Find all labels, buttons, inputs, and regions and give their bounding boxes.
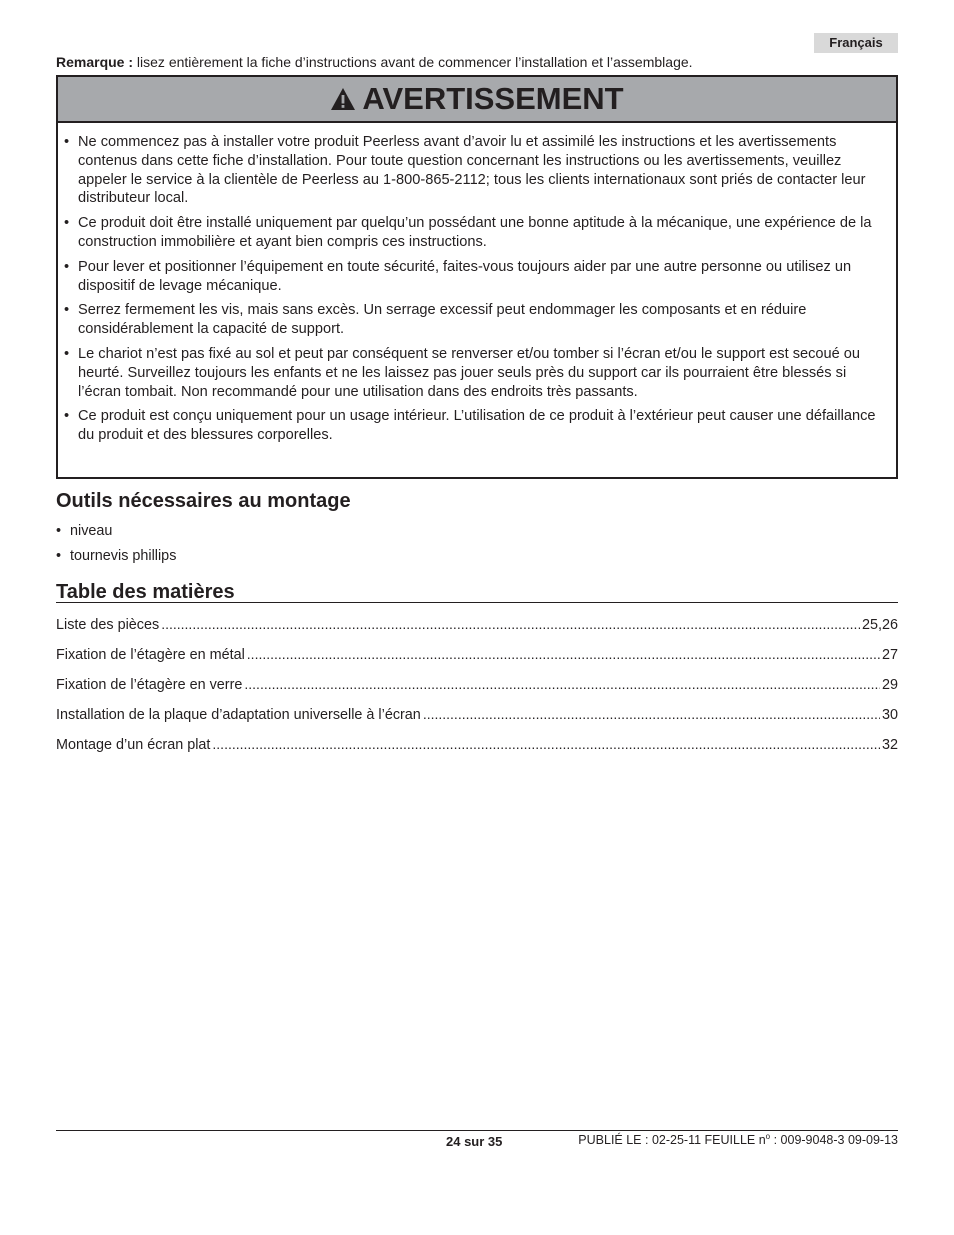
note-text: lisez entièrement la fiche d’instructions avant de commencer l’installation et l’assemblage. xyxy=(133,54,693,70)
toc-entry[interactable] xyxy=(56,614,898,644)
toc-entry-page: 30 xyxy=(881,707,898,723)
publication-info xyxy=(578,1132,898,1147)
warning-header xyxy=(58,77,896,123)
toc-leader-dots xyxy=(244,674,880,694)
warning-item: • Pour lever et positionner l’équipement en toute sécurité, faites-vous toujours aider par une autre personne ou utilisez un dispositif de levage mécanique. xyxy=(62,258,892,296)
warning-item: • Ne commencez pas à installer votre produit Peerless avant d’avoir lu et assimilé les instructions et les avertissements contenus dans cette fiche d’installation. Pour toute question concernant les instructions ou les avertissements, veuillez appeler le service à la clientèle de Peerless au 1-800-865-2112; tous les clients internationaux sont priés de contacter leur distributeur local. xyxy=(62,133,892,208)
toc-divider xyxy=(56,602,898,603)
footer-divider xyxy=(56,1130,898,1131)
toc-entry-label: Installation de la plaque d’adaptation universelle à l’écran xyxy=(56,707,421,723)
warning-title xyxy=(330,81,623,117)
warning-item: • Serrez fermement les vis, mais sans excès. Un serrage excessif peut endommager les composants et en réduire considérablement la capacité de support. xyxy=(62,301,892,339)
tools-list xyxy=(56,522,176,572)
toc-entry-label: Montage d’un écran plat xyxy=(56,737,211,753)
language-tag: Français xyxy=(814,33,898,53)
toc-entry-page: 32 xyxy=(881,737,898,753)
warning-item: • Ce produit doit être installé uniquement par quelqu’un possédant une bonne aptitude à la mécanique, une expérience de la construction immobilière et ayant bien compris ces instructions. xyxy=(62,214,892,252)
page-number: 24 sur 35 xyxy=(446,1134,503,1149)
warning-box xyxy=(56,75,898,479)
toc-entry[interactable] xyxy=(56,704,898,734)
instruction-note xyxy=(56,53,898,71)
toc-heading: Table des matières xyxy=(56,581,235,603)
note-label: Remarque : xyxy=(56,54,134,70)
publication-suffix: : 009-9048-3 09-09-13 xyxy=(770,1133,898,1148)
toc-leader-dots xyxy=(212,734,880,754)
toc-leader-dots xyxy=(247,644,880,664)
table-of-contents xyxy=(56,614,898,764)
toc-entry-page: 29 xyxy=(881,677,898,693)
tool-item: • tournevis phillips xyxy=(56,547,176,565)
publication-prefix: PUBLIÉ LE : 02-25-11 FEUILLE n xyxy=(578,1133,766,1148)
warning-item: • Ce produit est conçu uniquement pour un usage intérieur. L’utilisation de ce produit à l’extérieur peut causer une défaillance du produit et des blessures corporelles. xyxy=(62,407,892,445)
warning-list xyxy=(58,123,896,445)
toc-entry[interactable] xyxy=(56,644,898,674)
toc-entry-label: Fixation de l’étagère en verre xyxy=(56,677,243,693)
warning-item: • Le chariot n’est pas fixé au sol et peut par conséquent se renverser et/ou tomber si l’écran et/ou le support est secoué ou heurté. Surveillez toujours les enfants et ne les laissez pas jouer seuls près du support car ils pourraient être blessés si l’écran tombait. Non recommandé pour une utilisation dans des endroits très passants. xyxy=(62,345,892,401)
tool-item: • niveau xyxy=(56,522,176,540)
toc-entry-label: Fixation de l’étagère en métal xyxy=(56,647,245,663)
warning-title-text: AVERTISSEMENT xyxy=(362,81,624,116)
toc-entry-page: 25,26 xyxy=(861,617,898,633)
toc-entry[interactable] xyxy=(56,734,898,764)
tools-heading: Outils nécessaires au montage xyxy=(56,490,351,512)
number-degree-sign: o xyxy=(765,1132,771,1141)
warning-triangle-icon xyxy=(330,87,356,111)
toc-entry[interactable] xyxy=(56,674,898,704)
toc-leader-dots xyxy=(423,704,880,724)
toc-entry-label: Liste des pièces xyxy=(56,617,160,633)
toc-entry-page: 27 xyxy=(881,647,898,663)
toc-leader-dots xyxy=(161,614,860,634)
